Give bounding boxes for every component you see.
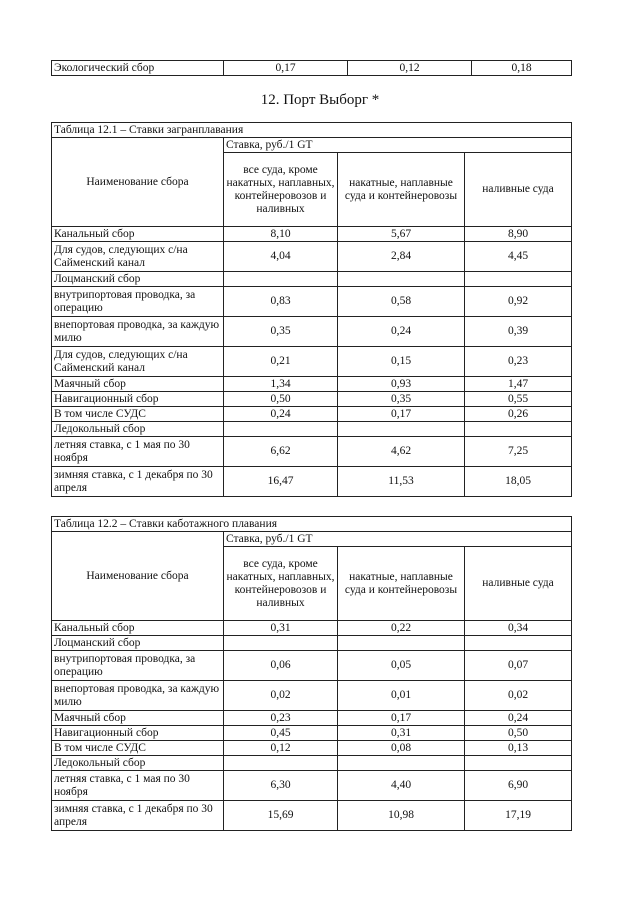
- rate-value: 5,67: [338, 227, 465, 242]
- row-label: внепортовая проводка, за каждую милю: [52, 317, 224, 347]
- row-label: Ледокольный сбор: [52, 422, 224, 437]
- row-label: внутрипортовая проводка, за операцию: [52, 287, 224, 317]
- rate-value: 0,50: [465, 726, 572, 741]
- rate-header: Ставка, руб./1 GT: [224, 532, 572, 547]
- table-row: [52, 651, 572, 681]
- rate-value: [338, 272, 465, 287]
- row-label: Для судов, следующих с/на Сайменский канал: [52, 347, 224, 377]
- table-row: [52, 726, 572, 741]
- rate-value: 0,83: [224, 287, 338, 317]
- rate-value: 17,19: [465, 801, 572, 831]
- rate-value: 0,17: [338, 407, 465, 422]
- row-label: зимняя ставка, с 1 декабря по 30 апреля: [52, 801, 224, 831]
- column-header-name: Наименование сбора: [52, 138, 224, 227]
- rate-value: 0,17: [338, 711, 465, 726]
- table-row: [52, 347, 572, 377]
- rate-value: 0,24: [338, 317, 465, 347]
- table-12-2: [51, 516, 572, 831]
- rate-value: [224, 422, 338, 437]
- table-row: [52, 61, 572, 76]
- table-caption: Таблица 12.2 – Ставки каботажного плавания: [52, 517, 572, 532]
- column-header-all-vessels: все суда, кроме накатных, наплавных, контейнеровозов и наливных: [224, 547, 338, 621]
- row-label: Канальный сбор: [52, 227, 224, 242]
- column-header-name: Наименование сбора: [52, 532, 224, 621]
- rate-value: 0,21: [224, 347, 338, 377]
- rate-value: 1,34: [224, 377, 338, 392]
- table-row: [52, 422, 572, 437]
- row-label: Лоцманский сбор: [52, 272, 224, 287]
- table-row: [52, 636, 572, 651]
- rate-value: 11,53: [338, 467, 465, 497]
- rate-value: 0,45: [224, 726, 338, 741]
- table-row: [52, 227, 572, 242]
- rate-value: [224, 756, 338, 771]
- rate-value: 8,10: [224, 227, 338, 242]
- table-caption-row: [52, 123, 572, 138]
- column-header-roro-container: накатные, наплавные суда и контейнеровозы: [338, 153, 465, 227]
- rate-value: 16,47: [224, 467, 338, 497]
- table-row: [52, 392, 572, 407]
- rate-value: 0,17: [224, 61, 348, 76]
- rate-value: 6,30: [224, 771, 338, 801]
- row-label: Ледокольный сбор: [52, 756, 224, 771]
- table-caption: Таблица 12.1 – Ставки загранплавания: [52, 123, 572, 138]
- table-row: [52, 242, 572, 272]
- row-label: Лоцманский сбор: [52, 636, 224, 651]
- table-row: [52, 741, 572, 756]
- rate-value: 4,04: [224, 242, 338, 272]
- rate-value: 0,06: [224, 651, 338, 681]
- top-continuation-table: [51, 60, 572, 76]
- table-row: [52, 711, 572, 726]
- rate-value: [465, 272, 572, 287]
- table-row: [52, 407, 572, 422]
- rate-value: 1,47: [465, 377, 572, 392]
- rate-value: 0,07: [465, 651, 572, 681]
- rate-value: [224, 272, 338, 287]
- column-header-tankers: наливные суда: [465, 153, 572, 227]
- row-label: Навигационный сбор: [52, 726, 224, 741]
- rate-value: 0,39: [465, 317, 572, 347]
- table-row: [52, 681, 572, 711]
- rate-value: 8,90: [465, 227, 572, 242]
- table-body: [52, 621, 572, 831]
- row-label: внутрипортовая проводка, за операцию: [52, 651, 224, 681]
- rate-value: 0,08: [338, 741, 465, 756]
- header-row: [52, 138, 572, 153]
- rate-value: 15,69: [224, 801, 338, 831]
- row-label: Навигационный сбор: [52, 392, 224, 407]
- rate-value: 0,02: [465, 681, 572, 711]
- table-row: [52, 756, 572, 771]
- row-label: Маячный сбор: [52, 711, 224, 726]
- table-row: [52, 437, 572, 467]
- rate-value: 6,62: [224, 437, 338, 467]
- table-row: [52, 317, 572, 347]
- rate-header: Ставка, руб./1 GT: [224, 138, 572, 153]
- rate-value: [465, 756, 572, 771]
- column-header-all-vessels: все суда, кроме накатных, наплавных, контейнеровозов и наливных: [224, 153, 338, 227]
- row-label: летняя ставка, с 1 мая по 30 ноября: [52, 771, 224, 801]
- section-title: 12. Порт Выборг *: [260, 92, 380, 108]
- rate-value: 7,25: [465, 437, 572, 467]
- table-row: [52, 801, 572, 831]
- rate-value: 6,90: [465, 771, 572, 801]
- rate-value: 0,34: [465, 621, 572, 636]
- table-row: [52, 287, 572, 317]
- row-label: Для судов, следующих с/на Сайменский канал: [52, 242, 224, 272]
- rate-value: 0,92: [465, 287, 572, 317]
- rate-value: 0,55: [465, 392, 572, 407]
- rate-value: 0,35: [338, 392, 465, 407]
- rate-value: 0,22: [338, 621, 465, 636]
- rate-value: 0,13: [465, 741, 572, 756]
- rate-value: 0,12: [348, 61, 472, 76]
- rate-value: [465, 636, 572, 651]
- rate-value: [338, 422, 465, 437]
- rate-value: 0,18: [472, 61, 572, 76]
- rate-value: 18,05: [465, 467, 572, 497]
- table-row: [52, 621, 572, 636]
- row-label: Канальный сбор: [52, 621, 224, 636]
- table-row: [52, 467, 572, 497]
- column-header-tankers: наливные суда: [465, 547, 572, 621]
- rate-value: 0,12: [224, 741, 338, 756]
- rate-value: 0,24: [465, 711, 572, 726]
- rate-value: 2,84: [338, 242, 465, 272]
- row-label: зимняя ставка, с 1 декабря по 30 апреля: [52, 467, 224, 497]
- rate-value: 0,02: [224, 681, 338, 711]
- row-label: внепортовая проводка, за каждую милю: [52, 681, 224, 711]
- row-label: летняя ставка, с 1 мая по 30 ноября: [52, 437, 224, 467]
- row-label: В том числе СУДС: [52, 407, 224, 422]
- rate-value: 0,50: [224, 392, 338, 407]
- rate-value: [465, 422, 572, 437]
- rate-value: 10,98: [338, 801, 465, 831]
- rate-value: [338, 636, 465, 651]
- table-caption-row: [52, 517, 572, 532]
- rate-value: 4,62: [338, 437, 465, 467]
- rate-value: 0,23: [465, 347, 572, 377]
- rate-value: 0,58: [338, 287, 465, 317]
- rate-value: 4,45: [465, 242, 572, 272]
- rate-value: 4,40: [338, 771, 465, 801]
- rate-value: 0,26: [465, 407, 572, 422]
- row-label: Экологический сбор: [52, 61, 224, 76]
- rate-value: 0,23: [224, 711, 338, 726]
- row-label: Маячный сбор: [52, 377, 224, 392]
- rate-value: 0,31: [224, 621, 338, 636]
- table-12-1: [51, 122, 572, 497]
- table-body: [52, 227, 572, 497]
- rate-value: 0,24: [224, 407, 338, 422]
- rate-value: [224, 636, 338, 651]
- table-row: [52, 272, 572, 287]
- rate-value: 0,05: [338, 651, 465, 681]
- table-row: [52, 377, 572, 392]
- row-label: В том числе СУДС: [52, 741, 224, 756]
- rate-value: 0,93: [338, 377, 465, 392]
- header-row: [52, 532, 572, 547]
- rate-value: 0,35: [224, 317, 338, 347]
- column-header-roro-container: накатные, наплавные суда и контейнеровозы: [338, 547, 465, 621]
- rate-value: [338, 756, 465, 771]
- rate-value: 0,15: [338, 347, 465, 377]
- table-row: [52, 771, 572, 801]
- rate-value: 0,31: [338, 726, 465, 741]
- rate-value: 0,01: [338, 681, 465, 711]
